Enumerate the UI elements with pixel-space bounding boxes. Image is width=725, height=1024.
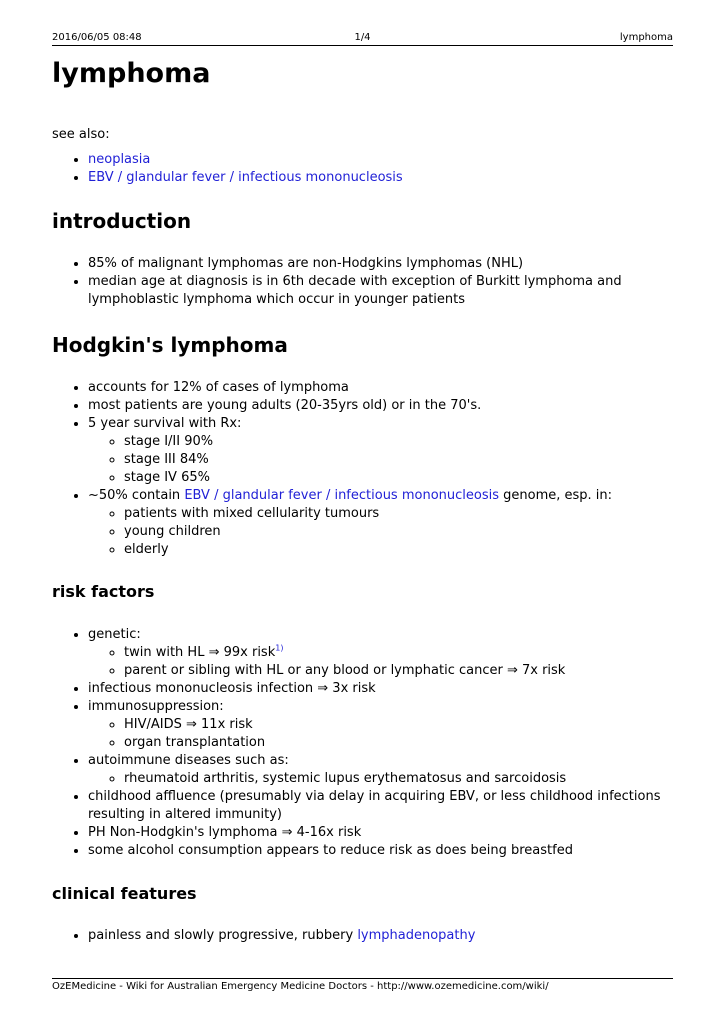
survival-label: 5 year survival with Rx: — [88, 416, 242, 431]
list-item — [124, 644, 677, 662]
list-item — [88, 487, 677, 559]
list-item: • childhood affluence (presumably via delay in acquiring EBV, or less childhood infections resulting in altered immunity) — [88, 788, 677, 824]
link-ebv-inline[interactable]: EBV / glandular fever / infectious mononucleosis — [184, 488, 499, 503]
list-item: ◦ young children — [124, 523, 677, 541]
list-item: • some alcohol consumption appears to reduce risk as does being breastfed — [88, 842, 677, 860]
risk-factors-list — [52, 626, 677, 860]
list-item: ◦ patients with mixed cellularity tumours — [124, 505, 677, 523]
footnote-ref-1[interactable]: 1) — [275, 643, 284, 653]
list-item — [88, 169, 677, 187]
list-item: ◦ organ transplantation — [124, 734, 677, 752]
list-item: ◦ HIV/AIDS ⇒ 11x risk — [124, 716, 677, 734]
clinical-text: painless and slowly progressive, rubbery — [88, 928, 358, 943]
list-item — [88, 151, 677, 169]
immuno-label: immunosuppression: — [88, 699, 224, 714]
ebv-groups-list — [88, 505, 677, 559]
see-also-list — [52, 151, 677, 187]
genetic-list — [88, 644, 677, 680]
list-item: ◦ stage I/II 90% — [124, 433, 677, 451]
autoimmune-list — [88, 770, 677, 788]
list-item: ◦ stage IV 65% — [124, 469, 677, 487]
link-neoplasia[interactable]: neoplasia — [88, 152, 151, 167]
list-item — [88, 752, 677, 788]
list-item: • accounts for 12% of cases of lymphoma — [88, 379, 677, 397]
list-item — [88, 626, 677, 680]
section-heading-clinical-features: clinical features — [52, 884, 197, 903]
ebv-text-post: genome, esp. in: — [499, 488, 613, 503]
see-also-label: see also: — [52, 127, 110, 142]
list-item: • infectious mononucleosis infection ⇒ 3x risk — [88, 680, 677, 698]
page-content — [52, 52, 677, 945]
list-item: ◦ stage III 84% — [124, 451, 677, 469]
page-footer: OzEMedicine - Wiki for Australian Emergency Medicine Doctors - http://www.ozemedicine.com/wiki/ — [52, 978, 673, 994]
survival-list — [88, 433, 677, 487]
genetic-label: genetic: — [88, 627, 141, 642]
autoimmune-label: autoimmune diseases such as: — [88, 753, 289, 768]
hodgkins-list — [52, 379, 677, 559]
list-item — [88, 698, 677, 752]
page-title: lymphoma — [52, 58, 211, 89]
section-heading-introduction: introduction — [52, 209, 192, 233]
list-item: • most patients are young adults (20-35yrs old) or in the 70's. — [88, 397, 677, 415]
link-ebv[interactable]: EBV / glandular fever / infectious mononucleosis — [88, 170, 403, 185]
immuno-list — [88, 716, 677, 752]
list-item: ◦ elderly — [124, 541, 677, 559]
list-item: ◦ rheumatoid arthritis, systemic lupus erythematosus and sarcoidosis — [124, 770, 677, 788]
ebv-text-pre: ~50% contain — [88, 488, 185, 503]
header-page-number: 1/4 — [354, 32, 371, 43]
page-header — [52, 31, 673, 46]
list-item: • 85% of malignant lymphomas are non-Hodgkins lymphomas (NHL) — [88, 255, 677, 273]
link-lymphadenopathy[interactable]: lymphadenopathy — [357, 928, 476, 943]
list-item: • median age at diagnosis is in 6th decade with exception of Burkitt lymphoma and lymphoblastic lymphoma which occur in younger patients — [88, 273, 677, 309]
section-heading-hodgkins: Hodgkin's lymphoma — [52, 333, 288, 357]
list-item: ◦ parent or sibling with HL or any blood or lymphatic cancer ⇒ 7x risk — [124, 662, 677, 680]
section-heading-risk-factors: risk factors — [52, 582, 155, 601]
header-timestamp: 2016/06/05 08:48 — [52, 32, 142, 43]
list-item: • PH Non-Hodgkin's lymphoma ⇒ 4-16x risk — [88, 824, 677, 842]
header-doc-name: lymphoma — [619, 32, 673, 43]
introduction-list — [52, 255, 677, 309]
list-item — [88, 415, 677, 487]
clinical-features-list — [52, 927, 677, 945]
list-item — [88, 927, 677, 945]
twin-risk: twin with HL ⇒ 99x risk — [124, 645, 276, 660]
